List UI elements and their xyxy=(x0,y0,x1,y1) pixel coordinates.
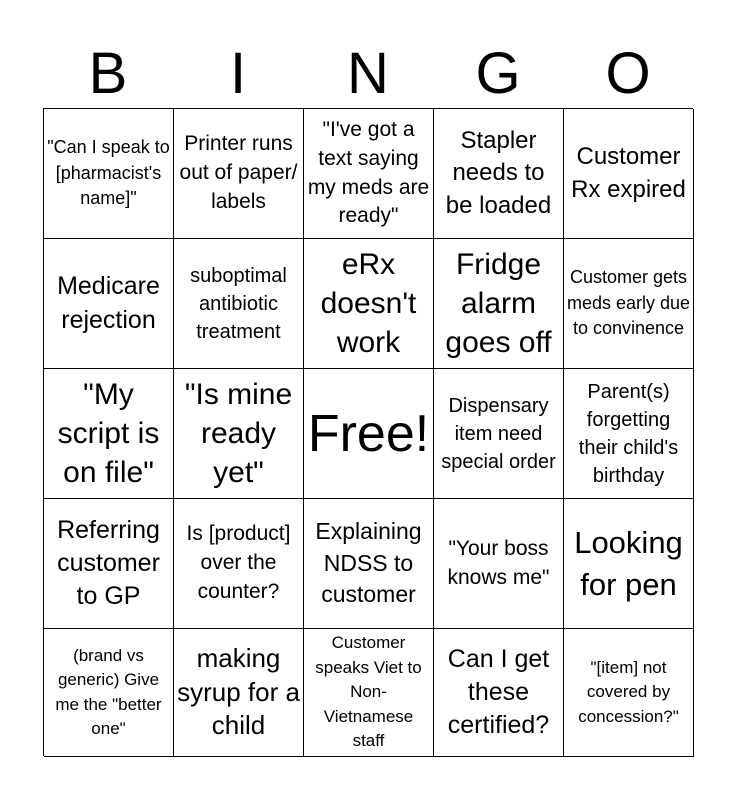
header-letter-i: I xyxy=(229,41,247,106)
bingo-header xyxy=(43,40,693,108)
bingo-cell[interactable] xyxy=(434,369,564,499)
cell-text: Looking for pen xyxy=(574,524,683,602)
cell-text: Printer runs out of paper/ labels xyxy=(179,132,298,213)
header-letter-b: B xyxy=(88,41,128,106)
bingo-cell[interactable] xyxy=(304,629,434,757)
free-space-cell[interactable] xyxy=(304,369,434,499)
cell-text: Parent(s) forgetting their child's birthday xyxy=(578,380,679,487)
cell-text: Customer Rx expired xyxy=(571,143,686,203)
cell-text: Customer speaks Viet to Non-Vietnamese staff xyxy=(315,632,422,751)
bingo-cell[interactable] xyxy=(44,499,174,629)
bingo-card-grid xyxy=(43,108,693,756)
bingo-cell[interactable] xyxy=(174,369,304,499)
bingo-cell[interactable] xyxy=(174,499,304,629)
cell-text: Explaining NDSS to customer xyxy=(315,518,422,608)
cell-text: "Is mine ready yet" xyxy=(184,378,293,489)
bingo-cell[interactable] xyxy=(564,239,694,369)
bingo-cell[interactable] xyxy=(304,499,434,629)
bingo-cell[interactable] xyxy=(434,109,564,239)
bingo-cell[interactable] xyxy=(174,239,304,369)
bingo-cell[interactable] xyxy=(174,629,304,757)
bingo-cell[interactable] xyxy=(44,629,174,757)
cell-text: "[item] not covered by concession?" xyxy=(578,658,679,726)
cell-text: Medicare rejection xyxy=(57,272,160,334)
cell-text: Stapler needs to be loaded xyxy=(445,126,552,219)
cell-text: Fridge alarm goes off xyxy=(445,248,552,359)
bingo-cell[interactable] xyxy=(44,369,174,499)
bingo-cell[interactable] xyxy=(434,239,564,369)
bingo-cell[interactable] xyxy=(434,499,564,629)
bingo-cell[interactable] xyxy=(304,239,434,369)
bingo-cell[interactable] xyxy=(174,109,304,239)
header-letter-n: N xyxy=(347,41,389,106)
bingo-cell[interactable] xyxy=(564,629,694,757)
cell-text: "My script is on file" xyxy=(57,378,160,489)
cell-text: "Can I speak to [pharmacist's name]" xyxy=(47,137,170,209)
cell-text: eRx doesn't work xyxy=(320,248,417,359)
cell-text: "I've got a text saying my meds are ready" xyxy=(307,117,430,228)
bingo-cell[interactable] xyxy=(434,629,564,757)
cell-text: Is [product] over the counter? xyxy=(186,522,291,603)
bingo-cell[interactable] xyxy=(44,109,174,239)
cell-text: Can I get these certified? xyxy=(447,644,550,740)
header-letter-g: G xyxy=(475,41,521,106)
cell-text: Referring customer to GP xyxy=(57,515,160,611)
bingo-cell[interactable] xyxy=(564,499,694,629)
cell-text: suboptimal antibiotic treatment xyxy=(190,264,287,343)
bingo-cell[interactable] xyxy=(564,109,694,239)
cell-text: Customer gets meds early due to convinence xyxy=(566,267,691,339)
bingo-cell[interactable] xyxy=(304,109,434,239)
header-letter-o: O xyxy=(605,41,651,106)
cell-text: "Your boss knows me" xyxy=(447,536,550,589)
bingo-cell[interactable] xyxy=(44,239,174,369)
cell-text: Dispensary item need special order xyxy=(441,394,556,473)
cell-text: making syrup for a child xyxy=(177,642,300,741)
bingo-cell[interactable] xyxy=(564,369,694,499)
free-space-text: Free! xyxy=(307,404,430,463)
cell-text: (brand vs generic) Give me the "better one" xyxy=(55,646,162,738)
